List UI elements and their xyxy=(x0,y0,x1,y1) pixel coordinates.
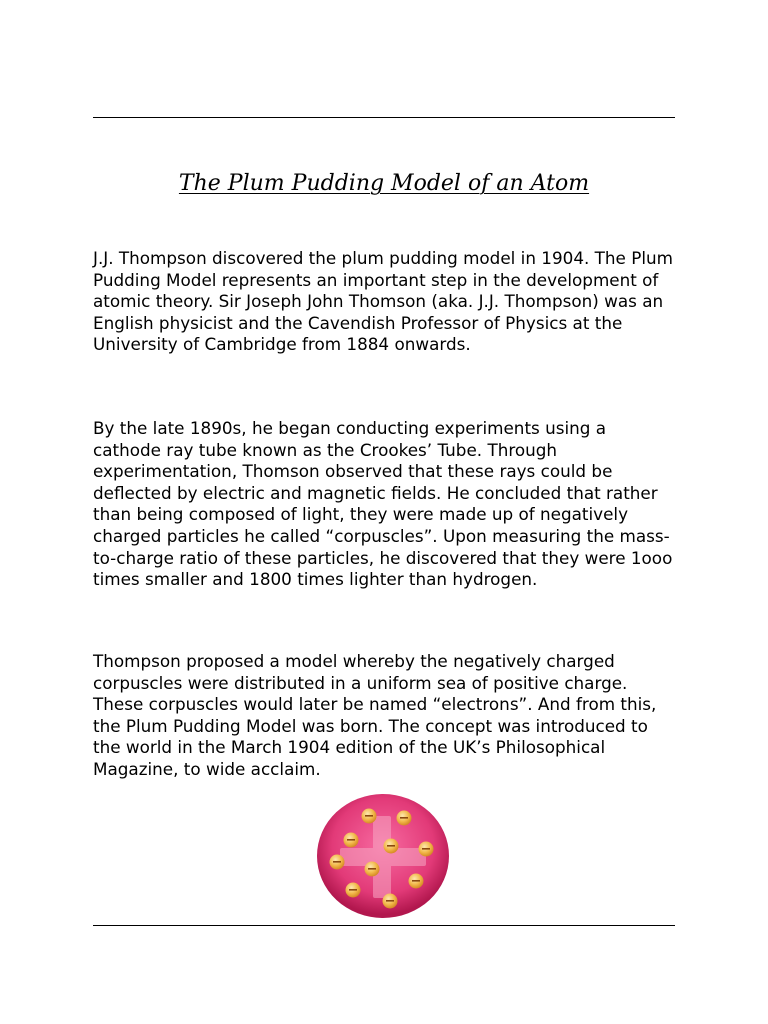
paragraph-3: Thompson proposed a model whereby the negatively charged corpuscles were distributed in a uniform sea of positive charge. These corpuscles would later be named “electrons”. And from this, the Plum Pudding Model was born. The concept was introduced to the world in the March 1904 edition of the UK’s Philosophical Magazine, to wide acclaim. xyxy=(93,651,657,779)
plum-pudding-atom-illustration xyxy=(316,792,452,920)
paragraph-1: J.J. Thompson discovered the plum pudding model in 1904. The Plum Pudding Model represents an important step in the development of atomic theory. Sir Joseph John Thomson (aka. J.J. Thompson) was an English physicist and the Cavendish Professor of Physics at the University of Cambridge from 1884 onwards. xyxy=(93,248,673,355)
electron xyxy=(383,894,398,909)
electron xyxy=(384,839,399,854)
atom-illustration-svg xyxy=(316,792,452,920)
paragraph-2: By the late 1890s, he began conducting experiments using a cathode ray tube known as the Crookes’ Tube. Through experimentation, Thomson observed that these rays could be deflected by electric and magnetic fields. He concluded that rather than being composed of light, they were made up of negatively charged particles he called “corpuscles”. Upon measuring the mass-to-charge ratio of these particles, he discovered that they were 1ooo times smaller and 1800 times lighter than hydrogen. xyxy=(93,418,673,590)
electron xyxy=(409,874,424,889)
electron xyxy=(362,809,377,824)
bottom-horizontal-rule xyxy=(93,925,675,926)
electron xyxy=(346,883,361,898)
electron xyxy=(397,811,412,826)
top-horizontal-rule xyxy=(93,117,675,118)
electron xyxy=(330,855,345,870)
electron xyxy=(419,842,434,857)
electron xyxy=(344,833,359,848)
document-title: The Plum Pudding Model of an Atom xyxy=(178,171,590,196)
electron xyxy=(365,862,380,877)
